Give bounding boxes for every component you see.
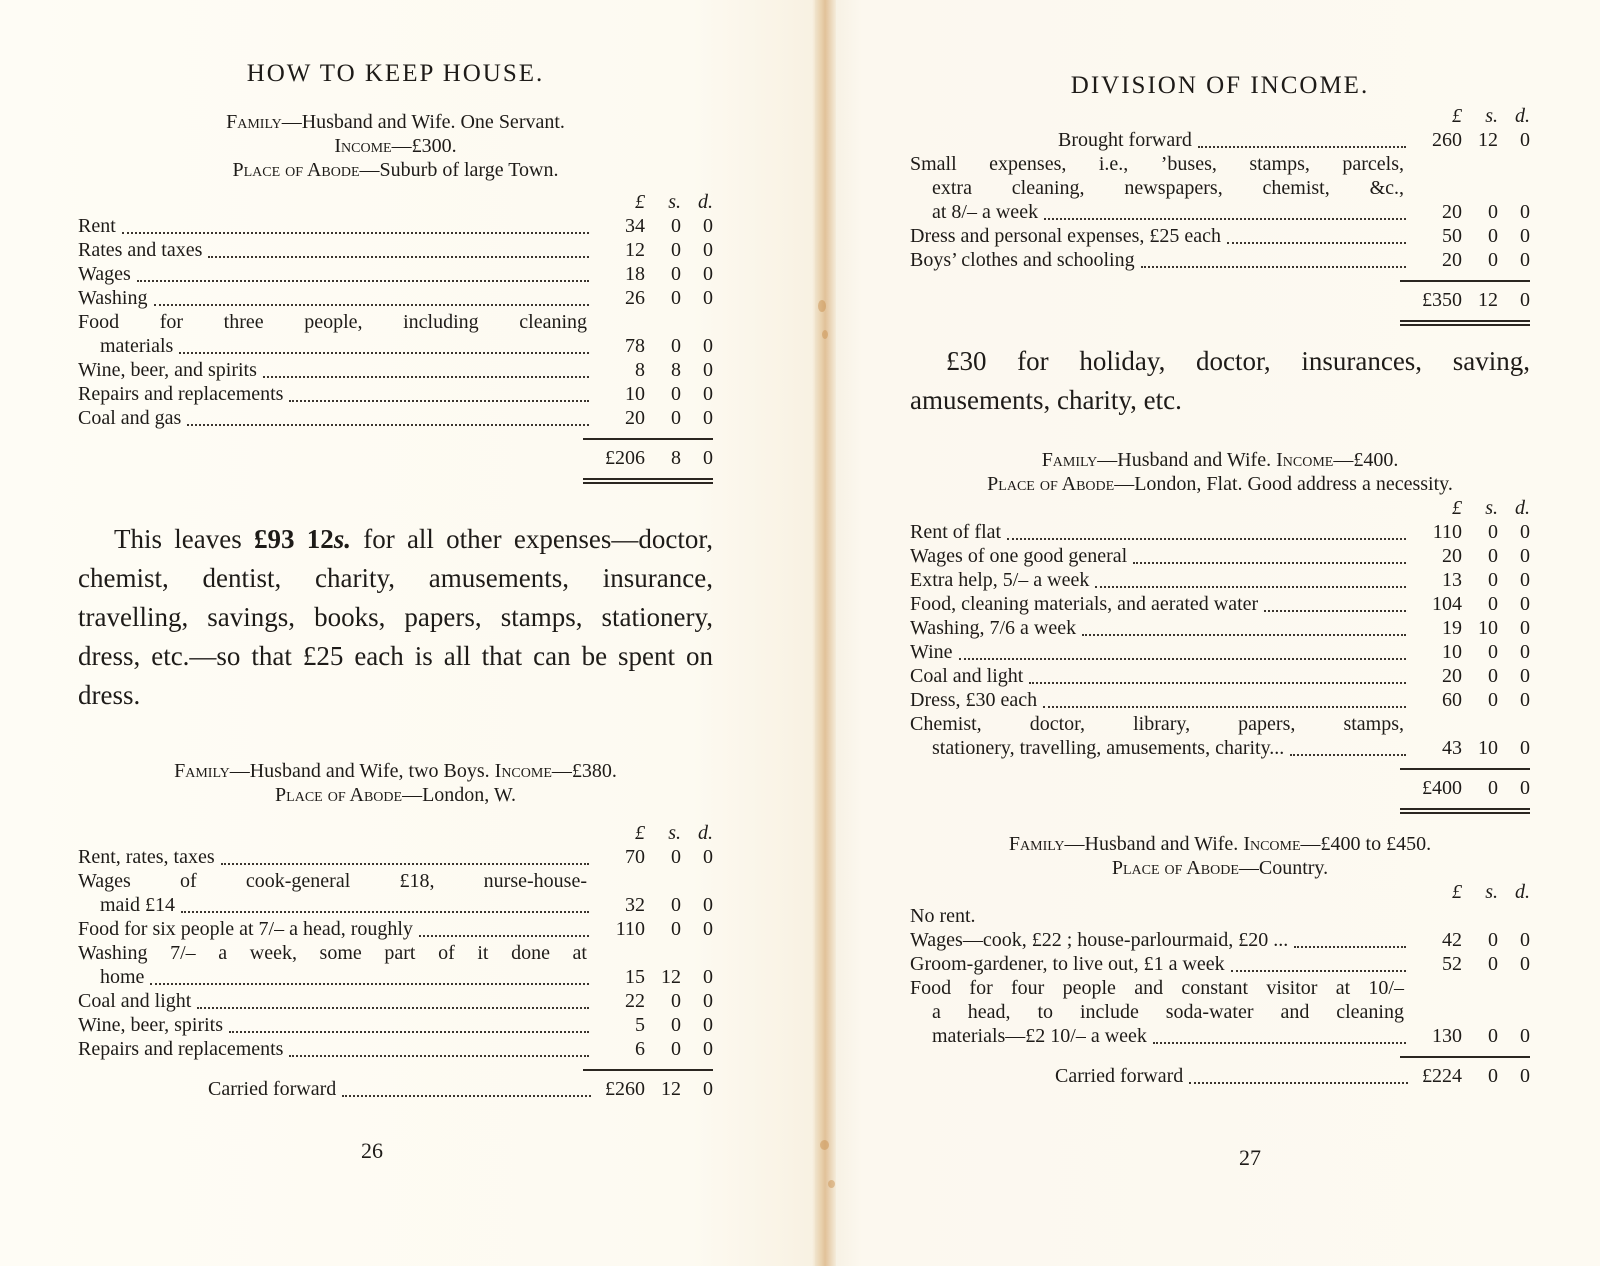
no-rent-note: No rent. [910,905,976,927]
table-row: Repairs and replacements 10 0 0 [78,383,713,405]
table-row: Wages—cook, £22 ; house-parlourmaid, £20 ... 42 0 0 [910,929,1530,951]
table-row: Wine, beer, spirits 5 0 0 [78,1014,713,1036]
running-head: DIVISION OF INCOME. [1070,72,1370,99]
table-row: Rent, rates, taxes 70 0 0 [78,846,713,868]
table-row: Washing 7/– a week, some part of it done at home 15 12 0 [78,942,713,988]
remainder-paragraph: £30 for holiday, doctor, insurances, saving, amusements, charity, etc. [910,346,1530,415]
budget-1-table [78,190,713,484]
table-row: Dress, £30 each 60 0 0 [910,689,1530,711]
table-row: Rent of flat 110 0 0 [910,521,1530,543]
table-row: Wages of one good general 20 0 0 [910,545,1530,567]
table-row: Wages of cook-general £18, nurse-house- maid £14 32 0 0 [78,870,713,916]
budget-2-table [78,821,713,1101]
table-row: Rent 34 0 0 [78,215,713,237]
foxing-spot [818,300,826,312]
table-row: Wages 18 0 0 [78,263,713,285]
sum-rule [1400,280,1530,282]
column-headers: £ s. d. [1452,105,1530,127]
table-row: Dress and personal expenses, £25 each 50 0 0 [910,225,1530,247]
budget-3-caption: Family—Husband and Wife. Income—£400. Place of Abode—London, Flat. Good address a necessity. [987,449,1453,495]
table-row: Repairs and replacements 6 0 0 [78,1038,713,1060]
brought-forward-row: Brought forward 260 12 0 [1058,129,1530,151]
carried-forward-row: Carried forward £260 12 0 [208,1078,713,1100]
foxing-spot [822,330,828,339]
carried-forward-row: Carried forward £224 0 0 [1055,1065,1530,1087]
budget-2-caption: Family—Husband and Wife, two Boys. Income—£380. Place of Abode—London, W. [174,760,617,806]
summary-paragraph: This leaves £93 12s. for all other expenses—doctor, chemist, dentist, charity, amusements, insurance, travelling, savings, books, papers, stamps, stationery, dress, etc.—so that £25 each is all that can be spent on dress. [78,524,713,710]
total-row: £206 8 0 [605,447,713,469]
budget-3-table [910,496,1530,814]
table-row: Washing, 7/6 a week 19 10 0 [910,617,1530,639]
sum-rule [1400,768,1530,770]
continuation-table [910,104,1530,326]
foxing-spot [828,1180,835,1188]
budget-4-caption: Family—Husband and Wife. Income—£400 to £450. Place of Abode—Country. [1008,833,1432,879]
table-row: Wine 10 0 0 [910,641,1530,663]
table-row: Food for three people, including cleaning materials 78 0 0 [78,311,713,357]
budget-4-table [910,880,1530,1088]
table-row: Food for six people at 7/– a head, roughly 110 0 0 [78,918,713,940]
table-row: Chemist, doctor, library, papers, stamps, stationery, travelling, amusements, charity... 43 10 0 [910,713,1530,759]
sum-rule [583,1069,713,1071]
right-page [815,0,1600,1266]
running-head: HOW TO KEEP HOUSE. [246,60,545,87]
column-headers: £ s. d. [635,191,713,213]
column-headers: £ s. d. [635,822,713,844]
table-row: Rates and taxes 12 0 0 [78,239,713,261]
total-double-rule [1400,808,1530,814]
table-row: Coal and light 22 0 0 [78,990,713,1012]
table-row: Wine, beer, and spirits 8 8 0 [78,359,713,381]
book-gutter [812,0,836,1266]
sum-rule [1400,1056,1530,1058]
total-row: £350 12 0 [1422,289,1530,311]
sum-rule [583,438,713,440]
table-row: Coal and light 20 0 0 [910,665,1530,687]
page-number: 27 [1239,1145,1261,1170]
column-headers: £ s. d. [1452,497,1530,519]
table-row: Boys’ clothes and schooling 20 0 0 [910,249,1530,271]
foxing-spot [820,1140,829,1150]
table-row: Extra help, 5/– a week 13 0 0 [910,569,1530,591]
column-headers: £ s. d. [1452,881,1530,903]
page-number: 26 [361,1138,383,1163]
table-row: Groom-gardener, to live out, £1 a week 52 0 0 [910,953,1530,975]
table-row: Food for four people and constant visitor at 10/– a head, to include soda-water and cleaning materials—£2 10/– a week 130 0 0 [910,977,1530,1047]
total-double-rule [583,478,713,484]
total-double-rule [1400,320,1530,326]
table-row: Small expenses, i.e., ’buses, stamps, parcels, extra cleaning, newspapers, chemist, &c., at 8/– a week 20 0 0 [910,153,1530,223]
budget-1-caption: Family—Husband and Wife. One Servant. Income—£300. Place of Abode—Suburb of large Town. [226,111,565,181]
total-row: £400 0 0 [1422,777,1530,799]
table-row: Coal and gas 20 0 0 [78,407,713,429]
table-row: Washing 26 0 0 [78,287,713,309]
table-row: Food, cleaning materials, and aerated water 104 0 0 [910,593,1530,615]
